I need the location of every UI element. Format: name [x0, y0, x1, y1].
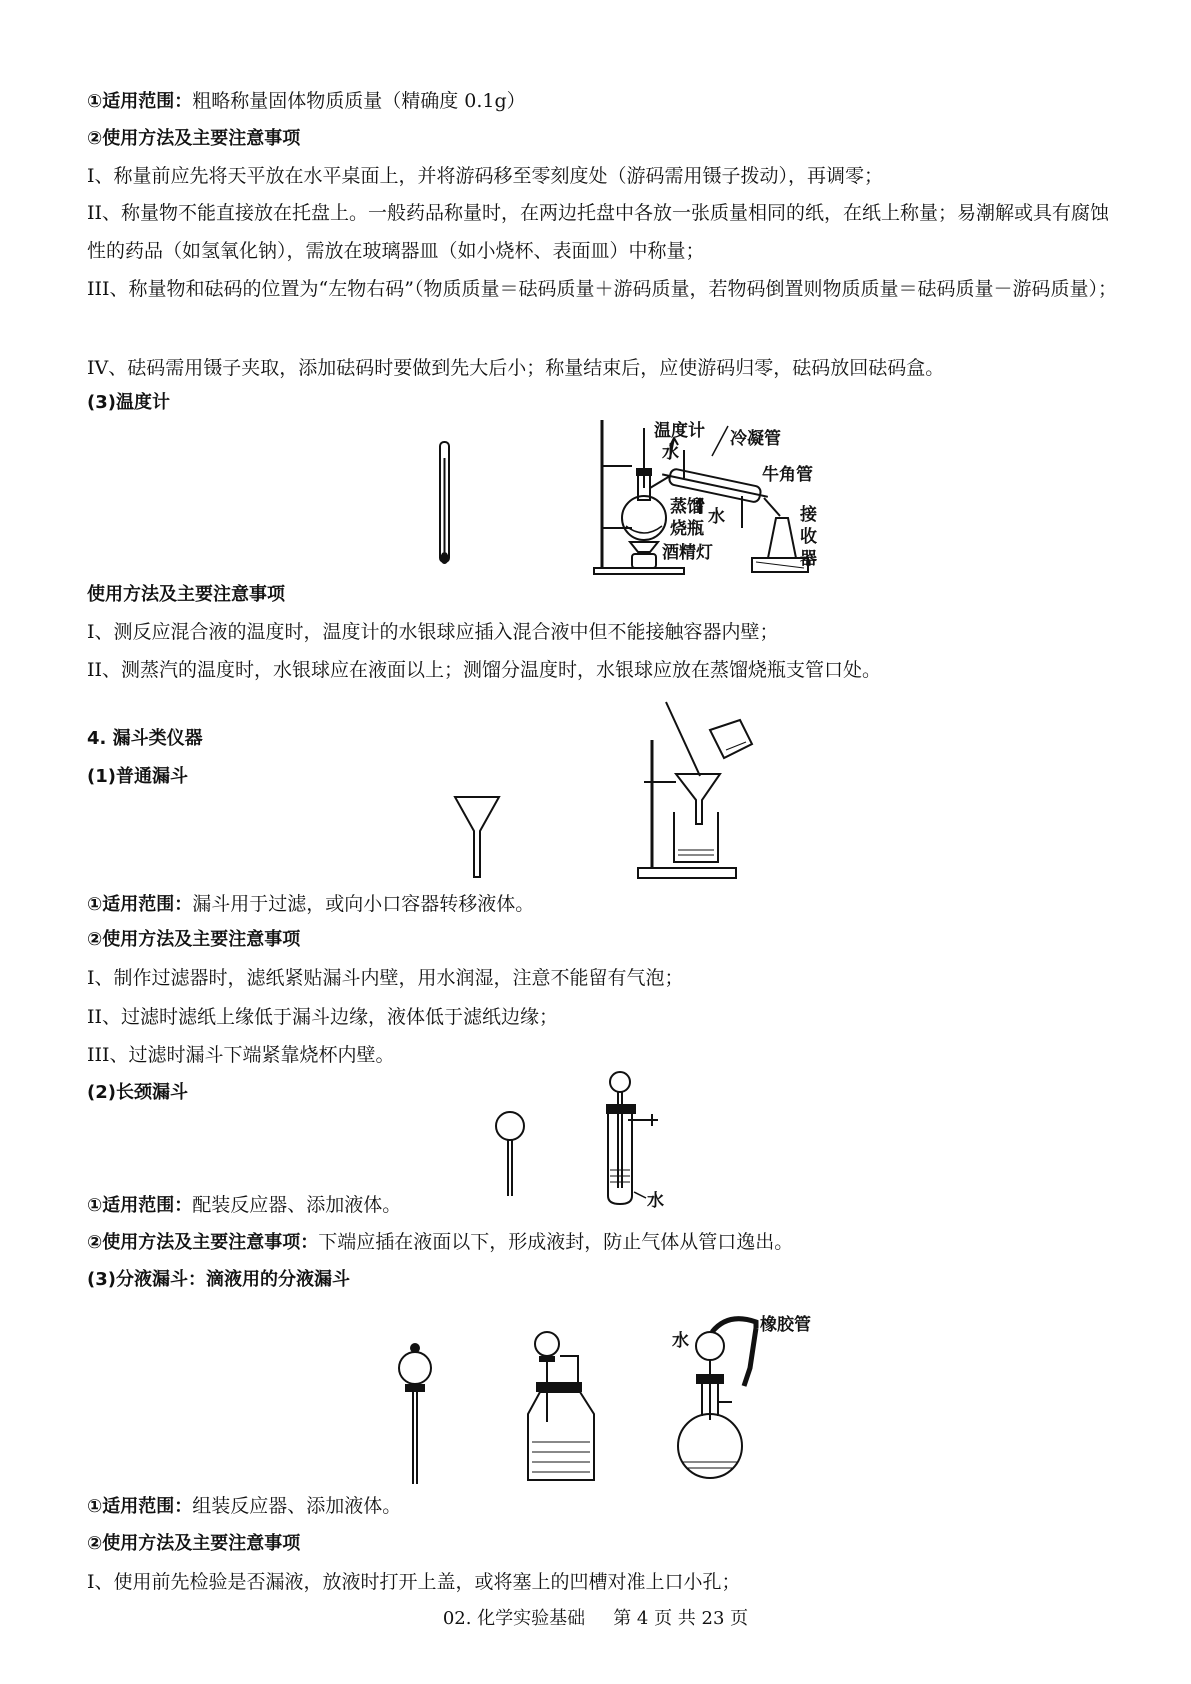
scope-label: ①适用范围： — [87, 91, 193, 112]
ordinary-funnel-figure — [452, 795, 502, 880]
label-condenser: 冷凝管 — [730, 429, 781, 449]
long-neck-usage — [87, 1229, 793, 1256]
balance-usage-heading: ②使用方法及主要注意事项 — [87, 128, 301, 149]
label-water: 水 — [672, 1331, 689, 1351]
thermometer-item-1: I、测反应混合液的温度时，温度计的水银球应插入混合液中但不能接触容器内壁； — [87, 621, 779, 643]
label-receiver-1: 接 — [800, 505, 817, 525]
label-adapter: 牛角管 — [762, 465, 813, 485]
separatory-scope — [87, 1493, 401, 1520]
long-neck-heading: (2)长颈漏斗 — [87, 1082, 188, 1103]
label-thermometer: 温度计 — [654, 421, 705, 441]
pressure-equalizing-setup-figure — [668, 1308, 828, 1488]
label-water-top: 水 — [662, 443, 679, 463]
dropping-funnel-setup-figure — [522, 1322, 602, 1487]
distillation-apparatus-figure — [592, 418, 832, 578]
long-neck-funnel-figure — [490, 1108, 530, 1198]
label-flask-1: 蒸馏 — [670, 497, 704, 517]
footer-doc: 02. 化学实验基础 — [442, 1608, 586, 1629]
label-water: 水 — [647, 1191, 664, 1210]
page-footer — [0, 1604, 1191, 1630]
scope-text: 配装反应器、添加液体。 — [192, 1194, 402, 1216]
usage-text: 下端应插在液面以下，形成液封，防止气体从管口逸出。 — [318, 1231, 794, 1253]
ordinary-item-1: I、制作过滤器时，滤纸紧贴漏斗内壁，用水润湿，注意不能留有气泡； — [87, 967, 684, 989]
scope-label: ①适用范围： — [87, 1195, 193, 1216]
label-receiver-2: 收 — [800, 527, 817, 547]
thermometer-figure — [435, 440, 455, 570]
scope-text: 粗略称量固体物质质量（精确度 0.1g） — [192, 90, 526, 112]
separatory-usage-heading: ②使用方法及主要注意事项 — [87, 1533, 301, 1554]
thermometer-usage-heading: 使用方法及主要注意事项 — [87, 584, 285, 605]
funnels-heading: 4. 漏斗类仪器 — [87, 728, 203, 749]
thermometer-item-2: II、测蒸汽的温度时，水银球应在液面以上；测馏分温度时，水银球应放在蒸馏烧瓶支管口处。 — [87, 659, 882, 681]
ordinary-item-3: III、过滤时漏斗下端紧靠烧杯内壁。 — [87, 1044, 395, 1066]
balance-item-3: III、称量物和砝码的位置为“左物右码”（物质质量＝砝码质量＋游码质量，若物码倒置则物质质量＝砝码质量－游码质量）； — [87, 278, 1117, 300]
balance-item-4: IV、砝码需用镊子夹取，添加砝码时要做到先大后小；称量结束后，应使游码归零，砝码放回砝码盒。 — [87, 357, 945, 379]
balance-item-2: II、称量物不能直接放在托盘上。一般药品称量时，在两边托盘中各放一张质量相同的纸，在纸上称量；易潮解或具有腐蚀性的药品（如氢氧化钠），需放在玻璃器皿（如小烧杯、表面皿）中称量； — [87, 202, 1110, 262]
separatory-funnel-figure — [390, 1338, 440, 1488]
balance-scope — [87, 88, 526, 115]
scope-text: 漏斗用于过滤，或向小口容器转移液体。 — [192, 893, 535, 915]
label-water-bottom: 水 — [708, 507, 725, 527]
separatory-heading: (3)分液漏斗：滴液用的分液漏斗 — [87, 1269, 350, 1290]
separatory-item-1: I、使用前先检验是否漏液，放液时打开上盖，或将塞上的凹槽对准上口小孔； — [87, 1571, 741, 1593]
footer-page: 第 4 页 共 23 页 — [613, 1608, 749, 1629]
filtration-setup-figure — [636, 700, 756, 885]
long-neck-scope — [87, 1192, 401, 1219]
ordinary-funnel-heading: (1)普通漏斗 — [87, 766, 188, 787]
label-rubber-tube: 橡胶管 — [760, 1315, 811, 1335]
ordinary-usage-heading: ②使用方法及主要注意事项 — [87, 929, 301, 950]
label-receiver-3: 器 — [800, 549, 817, 569]
ordinary-item-2: II、过滤时滤纸上缘低于漏斗边缘，液体低于滤纸边缘； — [87, 1006, 559, 1028]
thermometer-heading: (3)温度计 — [87, 392, 170, 413]
scope-label: ①适用范围： — [87, 1496, 193, 1517]
long-neck-setup-figure — [600, 1070, 680, 1210]
scope-text: 组装反应器、添加液体。 — [192, 1495, 402, 1517]
label-lamp: 酒精灯 — [662, 543, 713, 563]
ordinary-scope — [87, 891, 534, 918]
scope-label: ①适用范围： — [87, 894, 193, 915]
label-flask-2: 烧瓶 — [670, 519, 704, 539]
balance-item-1: I、称量前应先将天平放在水平桌面上，并将游码移至零刻度处（游码需用镊子拨动），再调零； — [87, 165, 884, 187]
usage-label: ②使用方法及主要注意事项： — [87, 1232, 319, 1253]
